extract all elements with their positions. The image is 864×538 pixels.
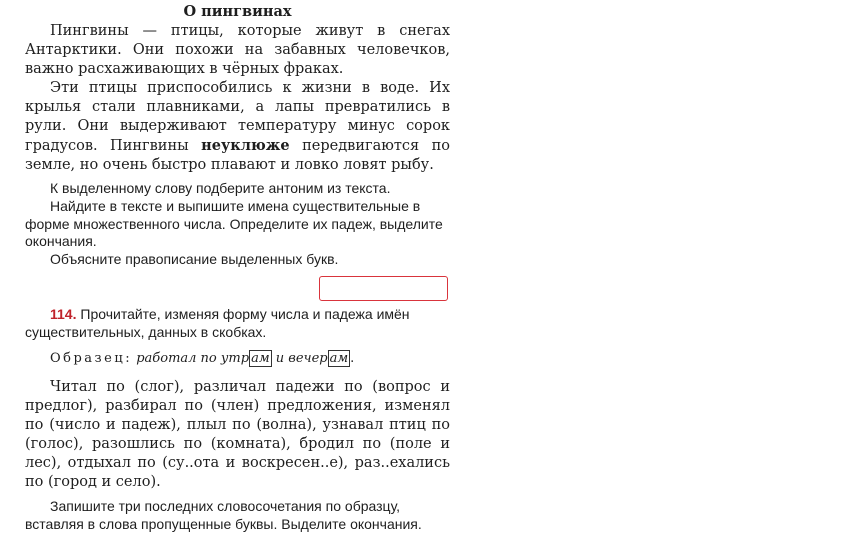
paragraph-1: Пингвины — птицы, которые живут в снегах Антарктики. Они похожи на забавных человечков, важно расхаживающих в чёрных фраках. — [25, 23, 450, 77]
exercise-114-text: Прочитайте, изменяя форму числа и падежа имён существительных, данных в скобках. — [25, 306, 410, 340]
example-part-1: работал по утр — [136, 351, 250, 366]
task-antonym: К выделенному слову подберите антоним из текста. — [50, 180, 391, 196]
task-nouns: Найдите в тексте и выпишите имена существительные в форме множественного числа. Определите их падеж, выделите окончания. — [25, 198, 443, 249]
paragraph-2-end: передвигаются по земле, но очень быстро плавают и ловко ловят рыбу. — [25, 138, 450, 173]
paragraph-2-start: Эти птицы приспособились к жизни в воде. Их крылья стали плавниками, а лапы превратились в рули. Они выдерживают температуру минус сорок градусов. Пингвины — [25, 80, 450, 154]
paragraph-2 — [25, 79, 450, 175]
exercise-number: 114. — [50, 306, 77, 322]
example-end: . — [350, 351, 355, 366]
highlighted-word: неуклюже — [201, 137, 290, 154]
text-title: О пингвинах — [183, 3, 292, 20]
exercise-text: Читал по (слог), различал падежи по (вопрос и предлог), разбирал по (член) предложения, изменял по (число и падеж), плыл по (волна), узнавал птиц по (голос), разошлись по (комната), бродил по (поле и лес), отдыхал по (су..ота и воскресен..е), раз..ехались по (город и село). — [25, 379, 450, 490]
example-part-2: и вечер — [275, 351, 328, 366]
example-ending-1: ам — [251, 351, 270, 366]
task-spelling: Объясните правописание выделенных букв. — [50, 251, 339, 267]
example-label: Образец: — [50, 351, 133, 366]
final-task: Запишите три последних словосочетания по образцу, вставляя в слова пропущенные буквы. Выделите окончания. — [25, 498, 422, 532]
example-ending-2: ам — [329, 351, 349, 366]
example-line — [50, 350, 354, 367]
answer-input[interactable] — [319, 276, 448, 301]
exercise-114-instruction — [25, 306, 450, 341]
